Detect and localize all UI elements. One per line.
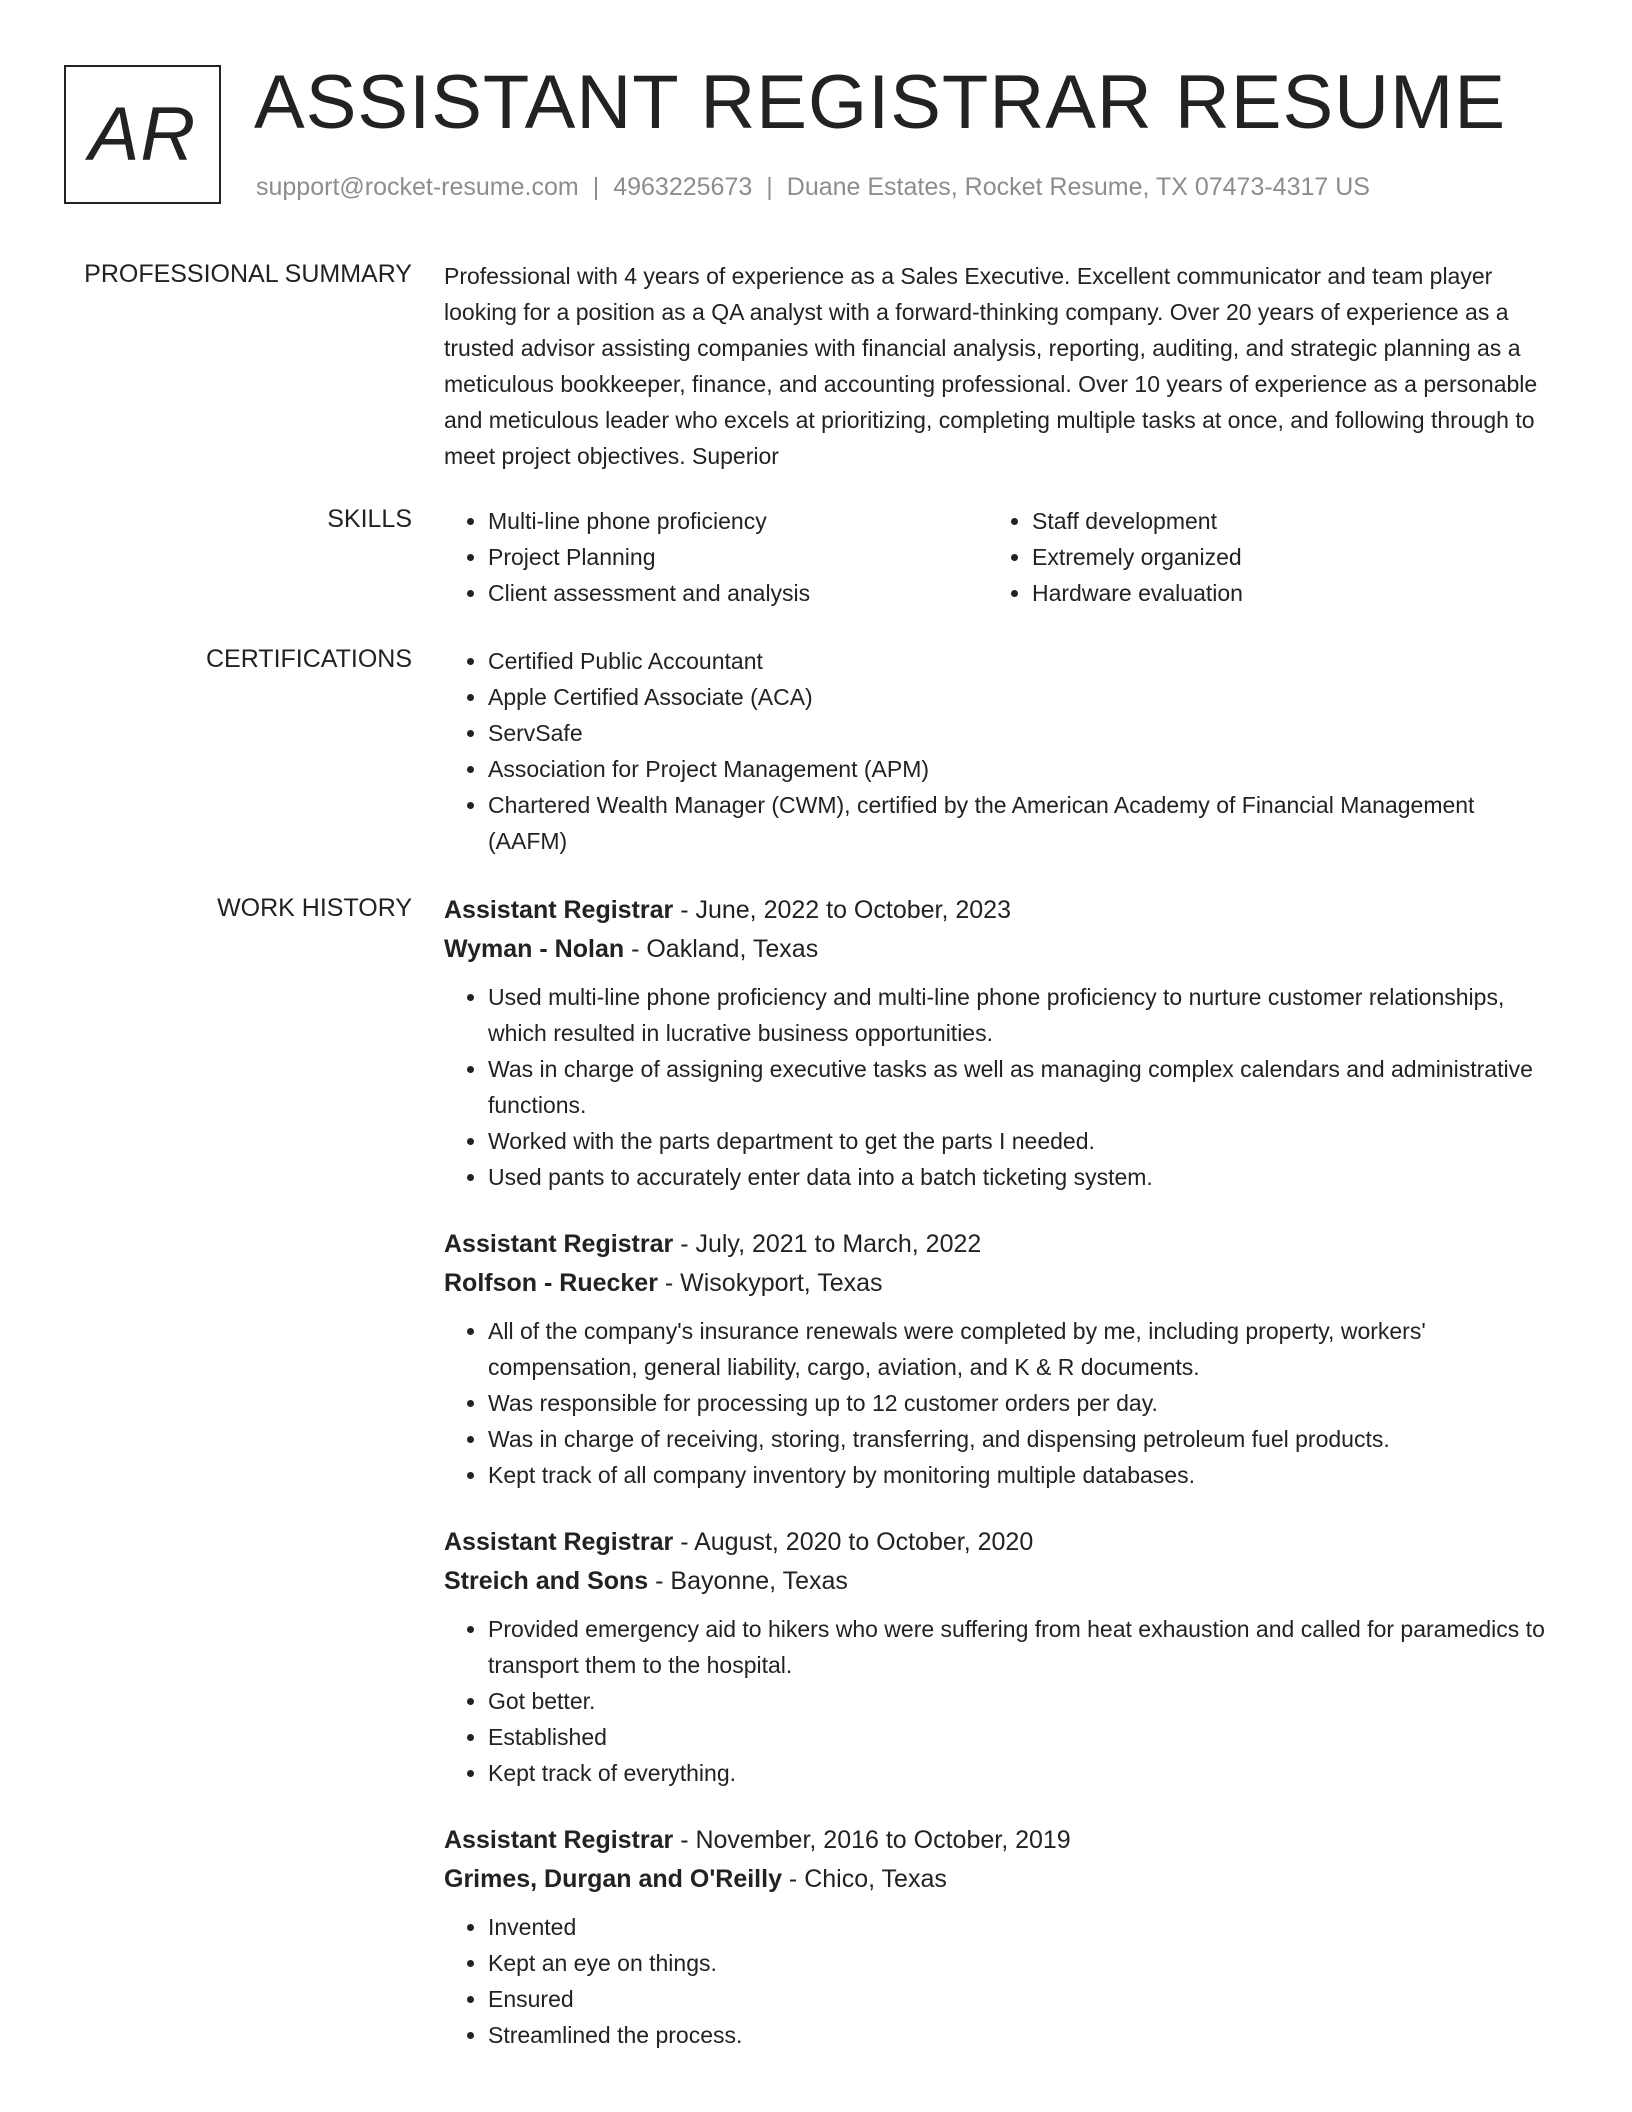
job-location: - Wisokyport, Texas [657,1269,883,1297]
job-company: Streich and Sons [444,1567,649,1595]
job-bullet: • Kept track of everything. [488,1755,1554,1791]
contact-separator: | [592,173,600,201]
job-bullet: • Got better. [488,1683,1554,1719]
job-title: Assistant Registrar [444,1230,674,1258]
job-bullet: • Kept an eye on things. [488,1945,1554,1981]
skill-item: • Project Planning [488,539,988,575]
job-entry [444,891,1554,1195]
job-heading [444,1821,1554,1860]
summary-label: PROFESSIONAL SUMMARY [84,260,412,288]
job-bullet: • Established [488,1719,1554,1755]
job-employer [444,930,1554,969]
job-location: - Bayonne, Texas [648,1567,848,1595]
monogram-box [64,65,221,204]
job-title: Assistant Registrar [444,1528,674,1556]
job-heading [444,891,1554,930]
job-bullet: • Kept track of all company inventory by monitoring multiple databases. [488,1457,1554,1493]
job-employer [444,1562,1554,1601]
certification-item: • ServSafe [488,715,1554,751]
skill-item: • Extremely organized [1032,539,1532,575]
work-history-body [444,891,1554,2083]
job-bullets [444,979,1554,1195]
job-bullet: • Used multi-line phone proficiency and multi-line phone proficiency to nurture customer relationships, which resulted in lucrative business opportunities. [488,979,1554,1051]
summary-body [444,258,1554,474]
skill-item: • Multi-line phone proficiency [488,503,988,539]
job-bullet: • Streamlined the process. [488,2017,1554,2053]
job-entry [444,1523,1554,1791]
skill-item: • Hardware evaluation [1032,575,1532,611]
skills-column-1 [444,503,988,611]
certification-item: • Association for Project Management (APM) [488,751,1554,787]
resume-title: ASSISTANT REGISTRAR RESUME [254,60,1507,145]
job-bullet: • Ensured [488,1981,1554,2017]
certification-item: • Certified Public Accountant [488,643,1554,679]
monogram-initials: AR [88,92,197,177]
job-bullet: • Provided emergency aid to hikers who were suffering from heat exhaustion and called for paramedics to transport them to the hospital. [488,1611,1554,1683]
skills-body [444,503,1554,611]
job-entry [444,1225,1554,1493]
job-title: Assistant Registrar [444,896,674,924]
job-bullet: • Used pants to accurately enter data into a batch ticketing system. [488,1159,1554,1195]
job-company: Wyman - Nolan [444,935,625,963]
job-location: - Oakland, Texas [624,935,819,963]
job-location: - Chico, Texas [781,1865,947,1893]
certification-item: • Apple Certified Associate (ACA) [488,679,1554,715]
job-company: Rolfson - Ruecker [444,1269,658,1297]
contact-phone: 4963225673 [613,173,753,201]
job-bullet: • Worked with the parts department to get the parts I needed. [488,1123,1554,1159]
job-dates: - November, 2016 to October, 2019 [673,1826,1071,1854]
job-bullets [444,1611,1554,1791]
job-dates: - July, 2021 to March, 2022 [673,1230,982,1258]
certifications-list [444,643,1554,859]
certification-item: • Chartered Wealth Manager (CWM), certified by the American Academy of Financial Management (AAFM) [488,787,1554,859]
summary-text: Professional with 4 years of experience as a Sales Executive. Excellent communicator and team player looking for a position as a QA analyst with a forward-thinking company. Over 20 years of experience as a trusted advisor assisting companies with financial analysis, reporting, auditing, and strategic planning as a meticulous bookkeeper, finance, and accounting professional. Over 10 years of experience as a personable and meticulous leader who excels at prioritizing, completing multiple tasks at once, and following through to meet project objectives. Superior [444,263,1538,469]
job-bullet: • Was in charge of receiving, storing, transferring, and dispensing petroleum fuel products. [488,1421,1554,1457]
job-entry [444,1821,1554,2053]
contact-address: Duane Estates, Rocket Resume, TX 07473-4317 US [786,173,1370,201]
job-bullet: • All of the company's insurance renewals were completed by me, including property, workers' compensation, general liability, cargo, aviation, and K & R documents. [488,1313,1554,1385]
job-bullets [444,1313,1554,1493]
contact-separator: | [766,173,773,201]
job-heading [444,1523,1554,1562]
skills-column-2 [988,503,1532,611]
job-dates: - August, 2020 to October, 2020 [673,1528,1034,1556]
job-employer [444,1264,1554,1303]
contact-email: support@rocket-resume.com [256,173,579,201]
certifications-body [444,643,1554,859]
job-heading [444,1225,1554,1264]
contact-line [256,173,1370,202]
skill-item: • Client assessment and analysis [488,575,988,611]
certifications-label: CERTIFICATIONS [205,645,412,673]
skills-label: SKILLS [327,505,412,533]
job-title: Assistant Registrar [444,1826,674,1854]
job-dates: - June, 2022 to October, 2023 [673,896,1011,924]
work-history-label: WORK HISTORY [217,894,412,922]
job-bullets [444,1909,1554,2053]
job-bullet: • Invented [488,1909,1554,1945]
job-bullet: • Was responsible for processing up to 12 customer orders per day. [488,1385,1554,1421]
job-company: Grimes, Durgan and O'Reilly [444,1865,782,1893]
skill-item: • Staff development [1032,503,1532,539]
job-employer [444,1860,1554,1899]
job-bullet: • Was in charge of assigning executive tasks as well as managing complex calendars and administrative functions. [488,1051,1554,1123]
